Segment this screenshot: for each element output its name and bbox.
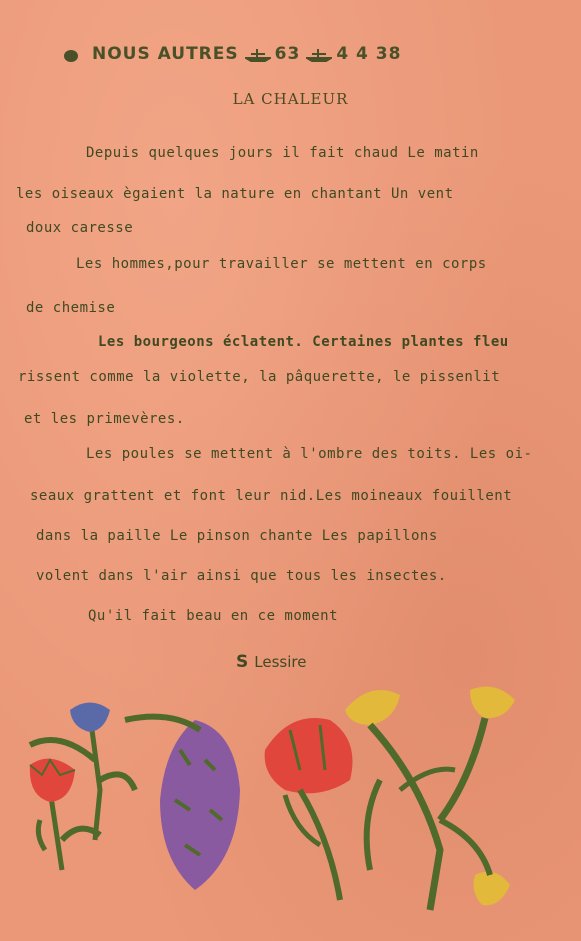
text-line: doux caresse bbox=[26, 220, 134, 236]
text-line: Les bourgeons éclatent. Certaines plantes fleu bbox=[98, 334, 509, 350]
text-line: Depuis quelques jours il fait chaud Le matin bbox=[86, 145, 479, 161]
text-title: LA CHALEUR bbox=[232, 90, 349, 108]
ship-ornament-icon bbox=[306, 47, 330, 61]
text-line: rissent comme la violette, la pâquerette, le pissenlit bbox=[18, 369, 501, 385]
issue-date: 4 4 38 bbox=[336, 44, 402, 64]
text-line: seaux grattent et font leur nid.Les moineaux fouillent bbox=[30, 488, 513, 504]
bird-ornament-icon bbox=[62, 47, 86, 61]
yellow-primrose-icon bbox=[345, 687, 515, 910]
text-line: les oiseaux ègaient la nature en chantant Un vent bbox=[16, 186, 454, 202]
violet-leaf-icon bbox=[125, 717, 240, 890]
signature-name: Lessire bbox=[254, 653, 307, 671]
text-line: et les primevères. bbox=[24, 411, 185, 427]
text-line: dans la paille Le pinson chante Les papillons bbox=[36, 528, 438, 544]
journal-title: NOUS AUTRES bbox=[92, 44, 239, 64]
text-line: volent dans l'air ainsi que tous les insectes. bbox=[36, 568, 447, 584]
journal-header bbox=[62, 40, 462, 68]
red-tulip-icon bbox=[30, 759, 100, 870]
text-line: Qu'il fait beau en ce moment bbox=[88, 608, 339, 624]
red-poppy-icon bbox=[265, 718, 353, 900]
signature bbox=[236, 652, 306, 672]
text-line: Les poules se mettent à l'ombre des toits. Les oi- bbox=[86, 446, 533, 462]
text-line: Les hommes,pour travailler se mettent en corps bbox=[76, 256, 487, 272]
signature-initial: S bbox=[236, 652, 249, 672]
text-line: de chemise bbox=[26, 300, 116, 316]
issue-number: 63 bbox=[274, 44, 301, 64]
ship-ornament-icon bbox=[245, 47, 269, 61]
flower-illustration bbox=[0, 670, 581, 930]
